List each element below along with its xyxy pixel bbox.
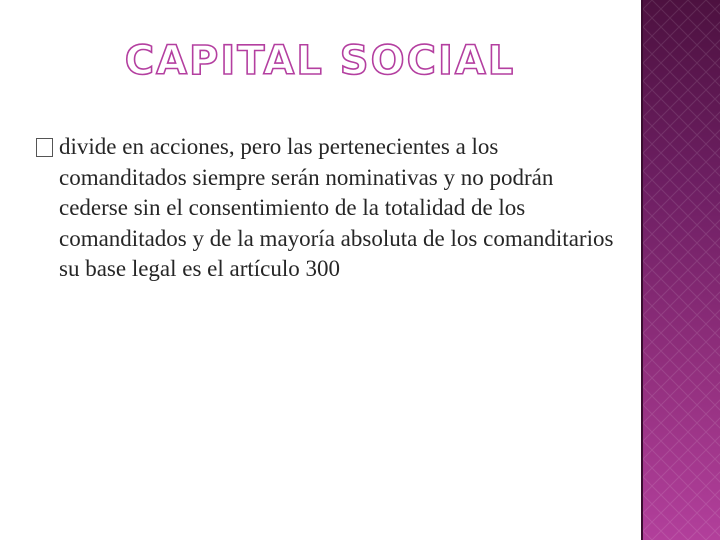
diamond-pattern xyxy=(643,0,720,540)
bullet-item xyxy=(36,132,616,285)
checkbox-bullet-icon xyxy=(36,138,53,157)
bullet-text: divide en acciones, pero las pertenecientes a los comanditados siempre serán nominativas y no podrán cederse sin el consentimiento de la totalidad de los comanditados y de la mayoría absoluta de los comanditarios su base legal es el artículo 300 xyxy=(59,134,614,281)
slide-title-text: CAPITAL SOCIAL xyxy=(124,38,516,84)
slide-title xyxy=(124,32,516,92)
decorative-sidebar xyxy=(643,0,720,540)
slide-body xyxy=(36,132,616,285)
slide-title-graphic xyxy=(124,32,516,92)
